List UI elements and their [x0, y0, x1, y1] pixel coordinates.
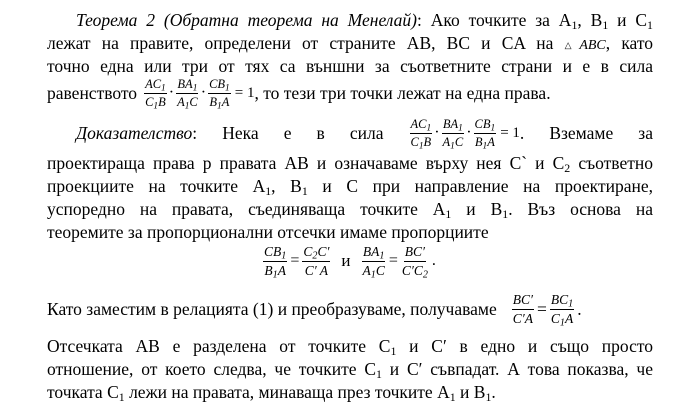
text: и C′ съвпадат. А това показва, че [382, 359, 653, 379]
text: AC [410, 117, 427, 131]
text: : [192, 123, 198, 143]
text: , B [271, 176, 302, 196]
theorem-line-1 [47, 10, 653, 30]
dot: . [519, 123, 525, 143]
theorem-line-3 [47, 56, 653, 76]
sub: 1 [184, 100, 190, 111]
sub: 1 [272, 269, 278, 281]
text: , като [605, 33, 654, 53]
sub: 1 [647, 17, 653, 32]
fraction: $\frac{AC_1}{C_1B}$ [410, 117, 432, 151]
dot: . [431, 252, 436, 269]
text: Отсечката AB е разделена от точките C [47, 336, 391, 356]
sub: 1 [559, 317, 565, 329]
sub: 1 [418, 140, 424, 151]
text: CB [209, 77, 226, 91]
theorem-title: Теорема 2 (Обратна теорема на Менелай) [76, 10, 417, 30]
text: Вземаме [549, 123, 614, 143]
sub: 1 [458, 123, 463, 134]
text: и B [455, 382, 486, 402]
text: BA [442, 117, 459, 131]
text: и C при направление на проектиране, [307, 176, 653, 196]
proof-line-9 [47, 382, 653, 402]
sub: 1 [118, 389, 125, 404]
text: успоредно на правата, съединяваща точките A [47, 199, 446, 219]
text: . [491, 382, 496, 402]
sub: 1 [379, 250, 385, 262]
text: теоремите за пропорционални отсечки имаме пропорциите [47, 222, 489, 242]
sub: 2 [312, 250, 318, 262]
sub: 1 [426, 123, 432, 134]
sub: 1 [490, 123, 496, 134]
text: B [474, 134, 483, 149]
text: отношение, от което следва, че точките C [47, 359, 377, 379]
fraction [401, 244, 429, 281]
fraction: $\frac{BA_1}{A_1C}$ [442, 117, 464, 151]
proof-line-8 [47, 359, 653, 379]
text: . Въз основа на [508, 199, 653, 219]
text: BA [362, 244, 380, 259]
sub: 1 [571, 17, 578, 32]
text: , B [577, 10, 603, 30]
sub: 1 [390, 343, 397, 358]
proof-line-4 [47, 199, 653, 219]
sub: 1 [281, 250, 287, 262]
text: C [375, 262, 385, 278]
text: точно една или три от тях са външни за съответните страни и е в сила [47, 56, 653, 76]
text: BC′ [512, 293, 534, 310]
text: C′C [401, 262, 423, 278]
theorem-line-4 [47, 77, 653, 111]
text: ABC [579, 38, 606, 53]
text: BC′ [404, 245, 426, 262]
text: за [638, 123, 653, 143]
text: A [362, 262, 371, 278]
text: CB [474, 117, 491, 131]
and-word: и [341, 251, 351, 270]
equals: = [388, 252, 398, 269]
text: Като заместим в релацията (1) и преобразуваме, получаваме [47, 299, 497, 319]
text: C′ [317, 244, 330, 259]
result-formula [511, 292, 582, 329]
sub: 1 [370, 269, 376, 281]
proof-line-5 [47, 222, 653, 242]
sub: 1 [482, 140, 488, 151]
text: BC [550, 292, 569, 307]
sub: 2 [564, 160, 571, 175]
sub: 1 [485, 389, 492, 404]
proof-line-3 [47, 176, 653, 196]
dot: · [434, 124, 440, 141]
dot: . [577, 299, 582, 319]
text: B [209, 94, 218, 109]
text: точката C [47, 382, 119, 402]
dot: · [466, 124, 472, 141]
fraction: $\frac{CB_1}{B_1A}$ [209, 77, 230, 111]
text: C′A [512, 310, 533, 326]
sub: 1 [153, 100, 159, 111]
equals: = 1 [500, 125, 520, 141]
sub: 1 [217, 100, 222, 111]
text: A [177, 94, 185, 109]
text: C [410, 134, 419, 149]
sub: 1 [445, 206, 452, 221]
text: равенството [47, 83, 138, 103]
proportions [262, 243, 436, 279]
equals: = [536, 299, 547, 319]
sub: 1 [225, 83, 230, 94]
fraction [512, 293, 534, 325]
menelaus-formula-2 [409, 117, 525, 151]
text: C [303, 244, 313, 259]
text: проекциите на точките A [47, 176, 266, 196]
fraction: $\frac{AC_1}{C_1B}$ [145, 77, 166, 111]
fraction: $\frac{BA_1}{A_1C}$ [177, 77, 198, 111]
text: A [564, 310, 574, 326]
menelaus-formula [143, 77, 255, 111]
proof-label: Доказателство [76, 123, 193, 143]
text: C [145, 94, 154, 109]
text: BA [177, 77, 193, 91]
text: A [442, 134, 451, 149]
proof-line-6 [47, 292, 653, 329]
sub: 1 [376, 366, 382, 381]
theorem-line-2 [47, 33, 653, 56]
sub: 2 [422, 269, 428, 281]
text: сила [349, 123, 384, 143]
text: : Ако точките за A [416, 10, 572, 30]
text: CB [264, 244, 282, 259]
fraction: $\frac{BC_1}{C_1A}$ [550, 292, 574, 329]
fraction: $\frac{CB_1}{B_1A}$ [264, 244, 287, 281]
text: в [316, 123, 325, 143]
proof-line-1 [47, 117, 653, 151]
text: лежат на правите, определени от страните AB, BC и CA на [47, 33, 554, 53]
proof-line-2 [47, 153, 653, 173]
dot: · [200, 84, 207, 101]
sub: 1 [602, 17, 609, 32]
text: C′ A [304, 262, 329, 278]
sub: 1 [449, 389, 456, 404]
text: и C [608, 10, 648, 30]
sub: 1 [450, 140, 455, 151]
text: проектираща права p правата AB и означаваме върху нея C` и C [47, 153, 565, 173]
text: лежи на правата, минаваща през точките A [124, 382, 450, 402]
sub: 1 [301, 183, 308, 198]
text: Нека [222, 123, 259, 143]
text: и B [451, 199, 503, 219]
fraction [302, 245, 330, 277]
fraction [362, 244, 386, 281]
triangle-icon: △ [564, 40, 579, 50]
sub: 1 [161, 83, 166, 94]
fraction: $\frac{CB_1}{B_1A}$ [474, 117, 496, 151]
text: е [283, 123, 292, 143]
text: , то тези три точки лежат на една права. [254, 83, 551, 103]
sub: 1 [568, 298, 574, 310]
dot: · [168, 84, 175, 101]
proof-line-7 [47, 336, 653, 356]
sub: 1 [192, 83, 198, 94]
equals: = 1 [234, 85, 255, 101]
text: B [264, 262, 273, 278]
text: и C′ в едно и също просто [396, 336, 653, 356]
triangle-symbol [565, 38, 606, 53]
text: съответно [570, 153, 653, 173]
text: AC [145, 77, 162, 91]
sub: 1 [502, 206, 509, 221]
sub: 1 [265, 183, 272, 198]
equals: = [290, 252, 300, 269]
